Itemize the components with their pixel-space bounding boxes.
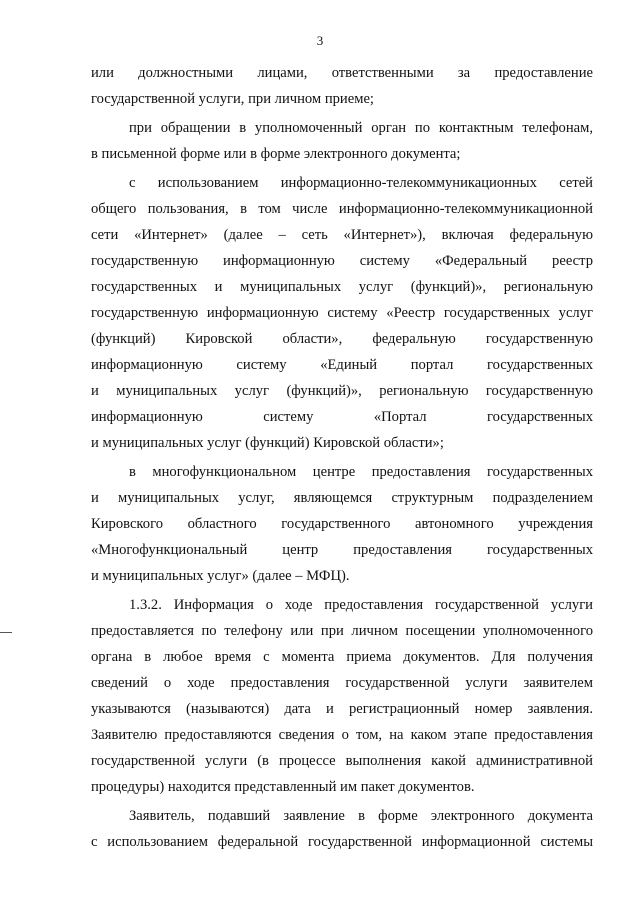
text-line: Заявитель, подавший заявление в форме электронного документа (129, 808, 593, 824)
page-number: 3 (316, 33, 324, 48)
text-line: государственную информационную систему «Реестр государственных услуг (91, 305, 593, 321)
paragraph (91, 803, 593, 855)
text-line: органа в любое время с момента приема документов. Для получения (91, 649, 593, 665)
text-line: и муниципальных услуг (функций)», региональную государственную (91, 383, 593, 399)
text-line: государственных и муниципальных услуг (функций)», региональную (91, 279, 593, 295)
text-line: государственной услуги (в процессе выполнения какой административной (91, 753, 593, 769)
document-body (91, 60, 593, 855)
paragraph (91, 459, 593, 589)
text-line: сети «Интернет» (далее – сеть «Интернет»), включая федеральную (91, 227, 593, 243)
text-line: информационную систему «Единый портал государственных (91, 357, 593, 373)
text-line: государственной услуги, при личном приеме; (91, 91, 374, 107)
text-line: указываются (называются) дата и регистрационный номер заявления. (91, 701, 593, 717)
text-line: с использованием информационно-телекоммуникационных сетей (129, 175, 593, 191)
text-line: при обращении в уполномоченный орган по контактным телефонам, (129, 120, 593, 136)
text-line: с использованием федеральной государственной информационной системы (91, 834, 593, 850)
paragraph (91, 60, 593, 112)
paragraph (91, 170, 593, 456)
text-line: Заявителю предоставляются сведения о том, на каком этапе предоставления (91, 727, 593, 743)
text-line: процедуры) находится представленный им пакет документов. (91, 779, 475, 795)
text-line: «Многофункциональный центр предоставления государственных (91, 542, 593, 558)
text-line: (функций) Кировской области», федеральную государственную (91, 331, 593, 347)
text-line: и муниципальных услуг» (далее – МФЦ). (91, 568, 350, 584)
margin-mark (0, 632, 12, 633)
text-line: предоставляется по телефону или при личном посещении уполномоченного (91, 623, 593, 639)
paragraph (91, 592, 593, 800)
paragraph (91, 115, 593, 167)
text-line: информационную систему «Портал государственных (91, 409, 593, 425)
text-line: в письменной форме или в форме электронного документа; (91, 146, 461, 162)
text-line: Кировского областного государственного автономного учреждения (91, 516, 593, 532)
text-line: 1.3.2. Информация о ходе предоставления государственной услуги (129, 597, 593, 613)
text-line: в многофункциональном центре предоставления государственных (129, 464, 593, 480)
text-line: и муниципальных услуг (функций) Кировской области»; (91, 435, 444, 451)
text-line: или должностными лицами, ответственными за предоставление (91, 65, 593, 81)
text-line: сведений о ходе предоставления государственной услуги заявителем (91, 675, 593, 691)
text-line: и муниципальных услуг, являющемся структурным подразделением (91, 490, 593, 506)
text-line: общего пользования, в том числе информационно-телекоммуникационной (91, 201, 593, 217)
text-line: государственную информационную систему «Федеральный реестр (91, 253, 593, 269)
